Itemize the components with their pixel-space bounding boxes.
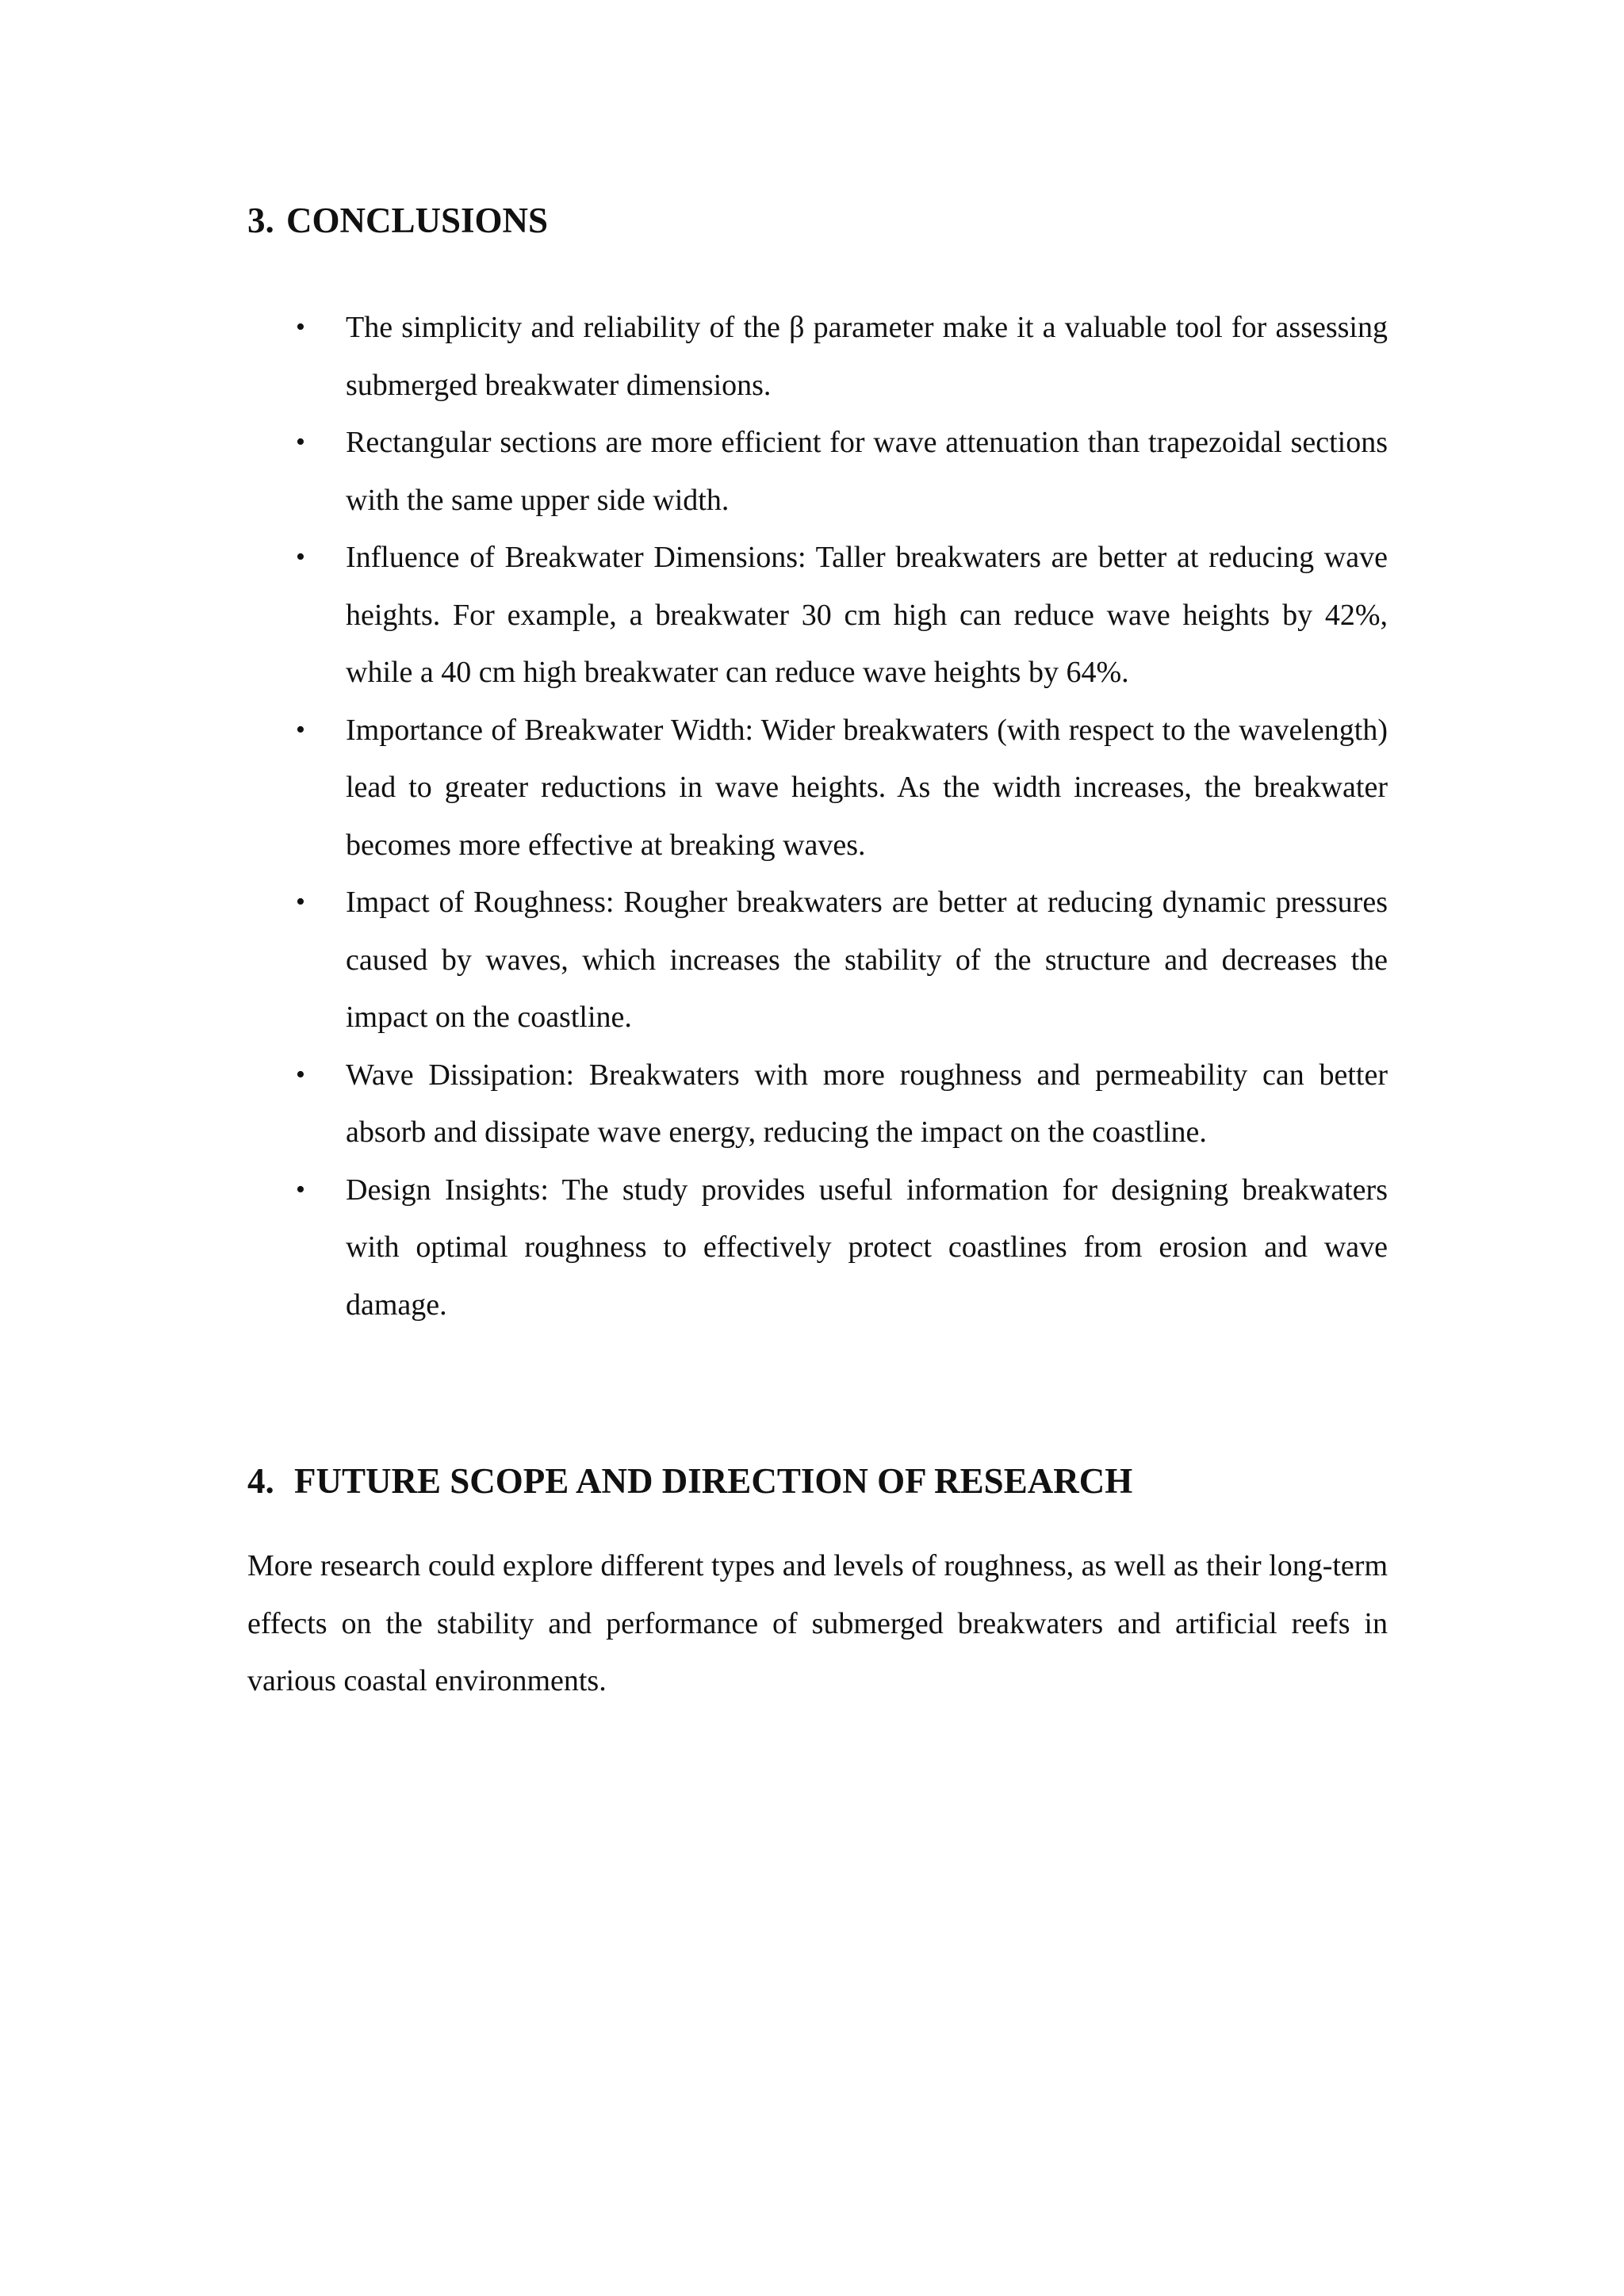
list-item-text: Wave Dissipation: Breakwaters with more roughness and permeability can better absorb and dissipate wave energy, reducing the impact on the coastline. [346,1058,1388,1149]
conclusions-heading [247,198,548,243]
bullet-icon: • [296,1059,305,1089]
section-number: 4. [247,1461,274,1501]
conclusions-list [295,299,1388,1334]
bullet-icon: • [296,714,305,744]
list-item-text: Rectangular sections are more efficient for wave attenuation than trapezoidal sections with the same upper side width. [346,426,1388,517]
list-item [295,414,1388,529]
bullet-icon: • [296,312,305,342]
list-item-text: Importance of Breakwater Width: Wider breakwaters (with respect to the wavelength) lead to greater reductions in wave heights. As the width increases, the breakwater becomes more effective at breaking waves. [346,713,1388,862]
list-item [295,1047,1388,1161]
list-item-text: Impact of Roughness: Rougher breakwaters are better at reducing dynamic pressures caused by waves, which increases the stability of the structure and decreases the impact on the coastline. [346,886,1388,1034]
section-number: 3. [247,201,274,240]
list-item-text: Design Insights: The study provides useful information for designing breakwaters with optimal roughness to effectively protect coastlines from erosion and wave damage. [346,1173,1388,1322]
list-item [295,529,1388,702]
list-item-text: Influence of Breakwater Dimensions: Taller breakwaters are better at reducing wave heights. For example, a breakwater 30 cm high can reduce wave heights by 42%, while a 40 cm high breakwater can reduce wave heights by 64%. [346,541,1388,689]
list-item [295,874,1388,1047]
bullet-icon: • [296,1174,305,1204]
section-title: CONCLUSIONS [286,201,549,240]
future-scope-paragraph: More research could explore different types and levels of roughness, as well as their long-term effects on the stability and performance of submerged breakwaters and artificial reefs in various coastal environments. [247,1549,1388,1697]
future-scope-heading [247,1459,1132,1503]
bullet-icon: • [296,887,305,916]
list-item [295,299,1388,414]
bullet-icon: • [296,542,305,572]
list-item-text: The simplicity and reliability of the β parameter make it a valuable tool for assessing submerged breakwater dimensions. [346,311,1388,402]
bullet-icon: • [296,427,305,457]
list-item [295,702,1388,874]
list-item [295,1161,1388,1334]
section-title: FUTURE SCOPE AND DIRECTION OF RESEARCH [294,1461,1133,1501]
